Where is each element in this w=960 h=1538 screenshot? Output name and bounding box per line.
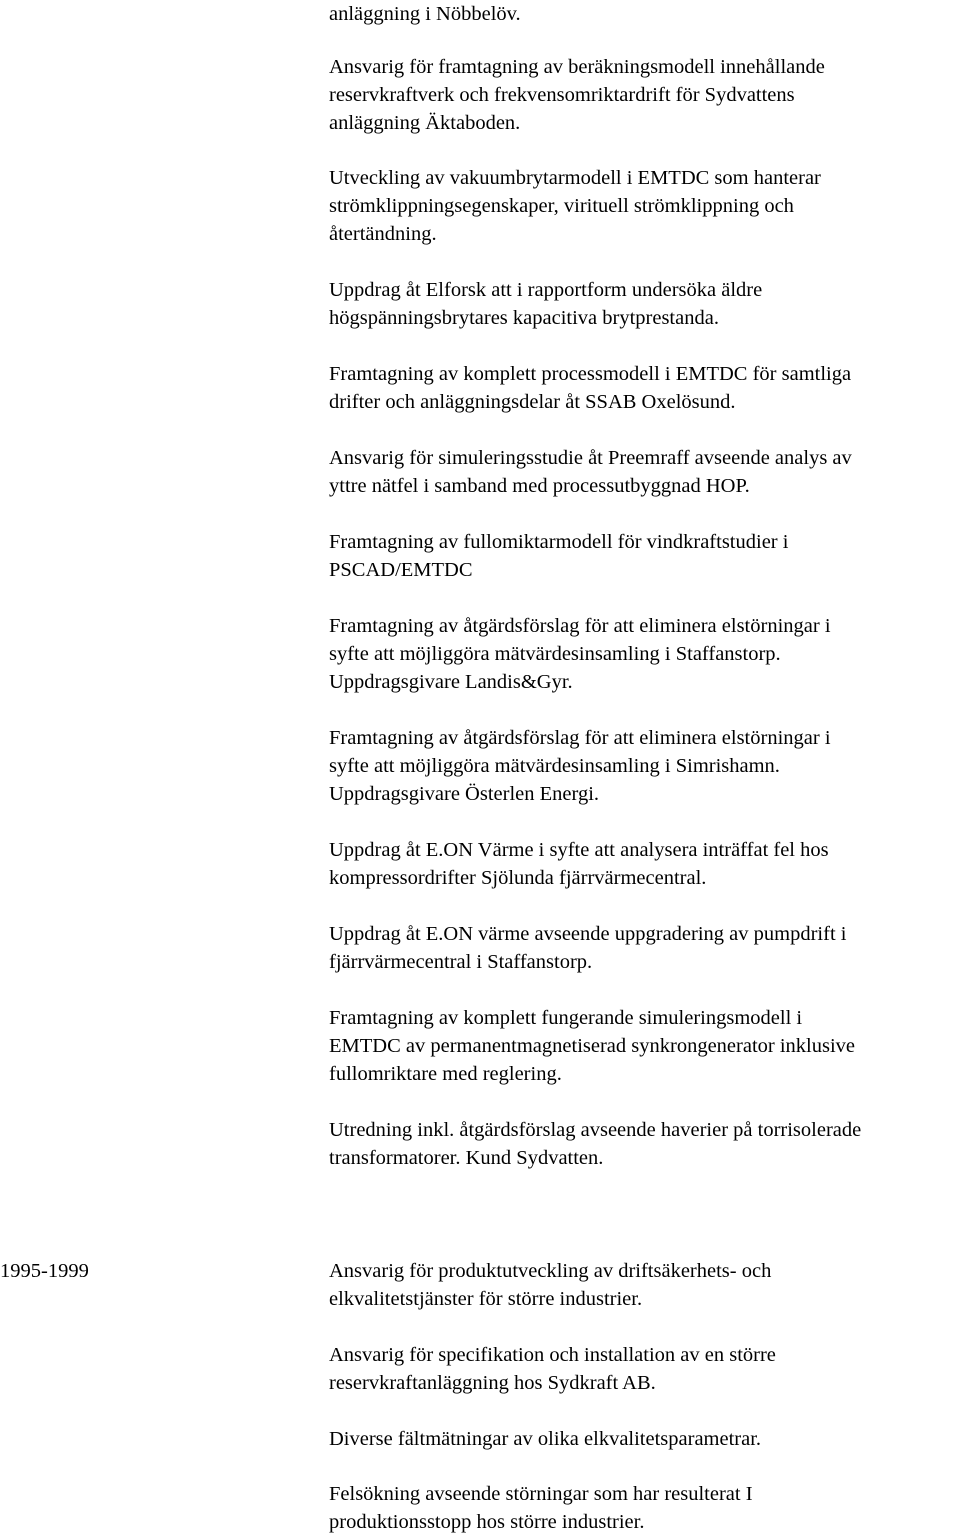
entry-paragraph <box>329 836 960 892</box>
entry-paragraph <box>329 53 960 137</box>
text-line: Uppdrag åt E.ON värme avseende uppgradering av pumpdrift i <box>329 923 847 945</box>
text-line: strömklippningsegenskaper, virituell strömklippning och <box>329 195 794 217</box>
text-line: Uppdrag åt Elforsk att i rapportform undersöka äldre <box>329 279 763 301</box>
text-line: anläggning i Nöbbelöv. <box>329 3 521 25</box>
text-line: drifter och anläggningsdelar åt SSAB Oxelösund. <box>329 391 736 413</box>
entry-paragraph <box>329 1004 960 1088</box>
entry-paragraph <box>329 528 960 584</box>
entry-paragraph <box>329 1480 960 1536</box>
text-line: högspänningsbrytares kapacitiva brytprestanda. <box>329 307 719 329</box>
text-line: Ansvarig för produktutveckling av driftsäkerhets- och <box>329 1260 772 1282</box>
text-line: Uppdragsgivare Österlen Energi. <box>329 783 600 805</box>
text-line: fullomriktare med reglering. <box>329 1063 562 1085</box>
text-line: fjärrvärmecentral i Staffanstorp. <box>329 951 593 973</box>
entry-paragraph <box>329 0 960 28</box>
entry-paragraph <box>329 724 960 808</box>
text-line: transformatorer. Kund Sydvatten. <box>329 1147 604 1169</box>
text-line: Felsökning avseende störningar som har resulterat I <box>329 1483 753 1505</box>
text-line: syfte att möjliggöra mätvärdesinsamling i Staffanstorp. <box>329 643 781 665</box>
text-line: PSCAD/EMTDC <box>329 559 473 581</box>
text-line: EMTDC av permanentmagnetiserad synkrongenerator inklusive <box>329 1035 856 1057</box>
text-line: Ansvarig för specifikation och installation av en större <box>329 1344 776 1366</box>
text-line: Uppdragsgivare Landis&Gyr. <box>329 671 573 693</box>
text-line: Diverse fältmätningar av olika elkvalitetsparametrar. <box>329 1428 762 1450</box>
entry-paragraph <box>329 276 960 332</box>
text-line: syfte att möjliggöra mätvärdesinsamling i Simrishamn. <box>329 755 780 777</box>
entry-paragraph <box>329 1257 960 1313</box>
entry-paragraph <box>329 164 960 248</box>
text-line: Framtagning av åtgärdsförslag för att eliminera elstörningar i <box>329 615 831 637</box>
text-line: kompressordrifter Sjölunda fjärrvärmecentral. <box>329 867 707 889</box>
text-line: Ansvarig för simuleringsstudie åt Preemraff avseende analys av <box>329 447 852 469</box>
year-range-label: 1995-1999 <box>0 1260 89 1282</box>
text-line: Utveckling av vakuumbrytarmodell i EMTDC som hanterar <box>329 167 821 189</box>
entry-paragraph <box>329 444 960 500</box>
entry-paragraph <box>329 1116 960 1172</box>
text-line: Ansvarig för framtagning av beräkningsmodell innehållande <box>329 56 825 78</box>
entry-paragraph <box>329 360 960 416</box>
text-line: reservkraftverk och frekvensomriktardrift för Sydvattens <box>329 84 795 106</box>
text-line: Uppdrag åt E.ON Värme i syfte att analysera inträffat fel hos <box>329 839 829 861</box>
text-line: Framtagning av fullomiktarmodell för vindkraftstudier i <box>329 531 789 553</box>
text-line: Framtagning av åtgärdsförslag för att eliminera elstörningar i <box>329 727 831 749</box>
text-line: reservkraftanläggning hos Sydkraft AB. <box>329 1372 656 1394</box>
text-line: produktionsstopp hos större industrier. <box>329 1511 645 1533</box>
text-line: anläggning Äktaboden. <box>329 112 521 134</box>
text-line: yttre nätfel i samband med processutbyggnad HOP. <box>329 475 750 497</box>
entry-paragraph <box>329 1425 960 1453</box>
text-line: Utredning inkl. åtgärdsförslag avseende haverier på torrisolerade <box>329 1119 862 1141</box>
text-line: Framtagning av komplett fungerande simuleringsmodell i <box>329 1007 803 1029</box>
text-line: Framtagning av komplett processmodell i EMTDC för samtliga <box>329 363 852 385</box>
entry-paragraph <box>329 1341 960 1397</box>
text-line: elkvalitetstjänster för större industrier. <box>329 1288 643 1310</box>
text-line: återtändning. <box>329 223 437 245</box>
entry-paragraph <box>329 920 960 976</box>
entry-paragraph <box>329 612 960 696</box>
